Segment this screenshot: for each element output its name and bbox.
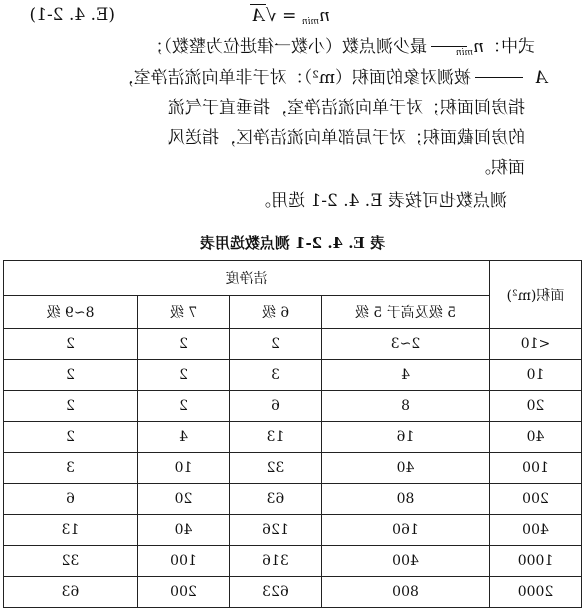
where-prefix <box>456 36 535 64</box>
table-row <box>4 546 582 577</box>
column-header: 5 级及高于 5 级 <box>322 296 490 329</box>
points-cell: 200 <box>138 577 230 608</box>
points-cell: 2~3 <box>322 329 490 360</box>
table-row <box>4 577 582 608</box>
points-cell: 623 <box>230 577 322 608</box>
formula-row <box>5 2 545 28</box>
points-cell: 2 <box>4 329 138 360</box>
formula-radicand: A <box>251 6 264 26</box>
points-cell: 2 <box>4 422 138 453</box>
area-definition-line-4: 面积。 <box>474 158 525 178</box>
area-cell: 40 <box>490 422 582 453</box>
area-cell: 200 <box>490 484 582 515</box>
table-row <box>4 484 582 515</box>
column-header: 8~9 级 <box>4 296 138 329</box>
equation-number: (E. 4. 2-1) <box>29 5 115 25</box>
points-cell: 800 <box>322 577 490 608</box>
points-cell: 2 <box>4 391 138 422</box>
points-cell: 100 <box>138 546 230 577</box>
table-title: 表 E. 4. 2-1 测点数选用表 <box>199 234 386 252</box>
area-cell: <10 <box>490 329 582 360</box>
points-cell: 63 <box>4 577 138 608</box>
points-cell: 40 <box>322 453 490 484</box>
points-cell: 13 <box>4 515 138 546</box>
table-row <box>4 360 582 391</box>
table-row <box>4 453 582 484</box>
cleanliness-group-header: 洁净度 <box>4 261 490 296</box>
points-cell: 6 <box>4 484 138 515</box>
area-cell: 400 <box>490 515 582 546</box>
n-symbol: n <box>473 37 484 57</box>
formula-lhs: n <box>319 6 330 26</box>
table-row <box>4 329 582 360</box>
table-row <box>4 422 582 453</box>
points-cell: 316 <box>230 546 322 577</box>
points-cell: 8 <box>322 391 490 422</box>
formula-equals: = <box>282 6 297 26</box>
n-subscript: min <box>455 48 474 58</box>
formula <box>250 4 330 33</box>
sampling-points-table <box>3 260 582 608</box>
area-cell: 20 <box>490 391 582 422</box>
points-cell: 400 <box>322 546 490 577</box>
points-cell: 2 <box>230 329 322 360</box>
points-cell: 4 <box>138 422 230 453</box>
points-cell: 13 <box>230 422 322 453</box>
formula-lhs-subscript: min <box>301 17 320 27</box>
points-cell: 160 <box>322 515 490 546</box>
area-definition-line-3: 的房间截面积；对于局部单向流洁净区，指送风 <box>168 128 525 148</box>
points-cell: 20 <box>138 484 230 515</box>
points-cell: 16 <box>322 422 490 453</box>
area-column-header: 面积(m²) <box>490 261 582 329</box>
definition-dash <box>431 46 467 47</box>
table-reference-note: 测点数也可按表 E. 4. 2-1 选用。 <box>253 191 507 211</box>
points-cell: 10 <box>138 453 230 484</box>
points-cell: 6 <box>230 391 322 422</box>
points-cell: 32 <box>4 546 138 577</box>
points-cell: 40 <box>138 515 230 546</box>
area-cell: 10 <box>490 360 582 391</box>
points-cell: 2 <box>138 360 230 391</box>
area-cell: 100 <box>490 453 582 484</box>
points-cell: 32 <box>230 453 322 484</box>
points-cell: 126 <box>230 515 322 546</box>
points-cell: 63 <box>230 484 322 515</box>
n-definition-text: 最少测点数（小数一律进位为整数）； <box>146 37 427 57</box>
area-definition-line-1: 被测对象的面积（m²）：对于非单向流洁净室， <box>116 68 471 88</box>
points-cell: 3 <box>4 453 138 484</box>
points-cell: 4 <box>322 360 490 391</box>
radical-sign: √ <box>265 6 277 26</box>
points-cell: 3 <box>230 360 322 391</box>
definition-dash <box>475 77 523 78</box>
area-definition-line-2: 指房间面积；对于单向流洁净室，指垂直于气流 <box>168 98 525 118</box>
table-row <box>4 391 582 422</box>
points-cell: 2 <box>138 391 230 422</box>
points-cell: 2 <box>4 360 138 391</box>
area-symbol: A <box>534 68 547 88</box>
points-cell: 2 <box>138 329 230 360</box>
table-header-row <box>4 261 582 296</box>
column-header: 7 级 <box>138 296 230 329</box>
table-body <box>4 329 582 608</box>
table-row <box>4 515 582 546</box>
area-cell: 1000 <box>490 546 582 577</box>
where-label: 式中： <box>484 37 535 57</box>
points-cell: 80 <box>322 484 490 515</box>
column-header: 6 级 <box>230 296 322 329</box>
area-cell: 2000 <box>490 577 582 608</box>
